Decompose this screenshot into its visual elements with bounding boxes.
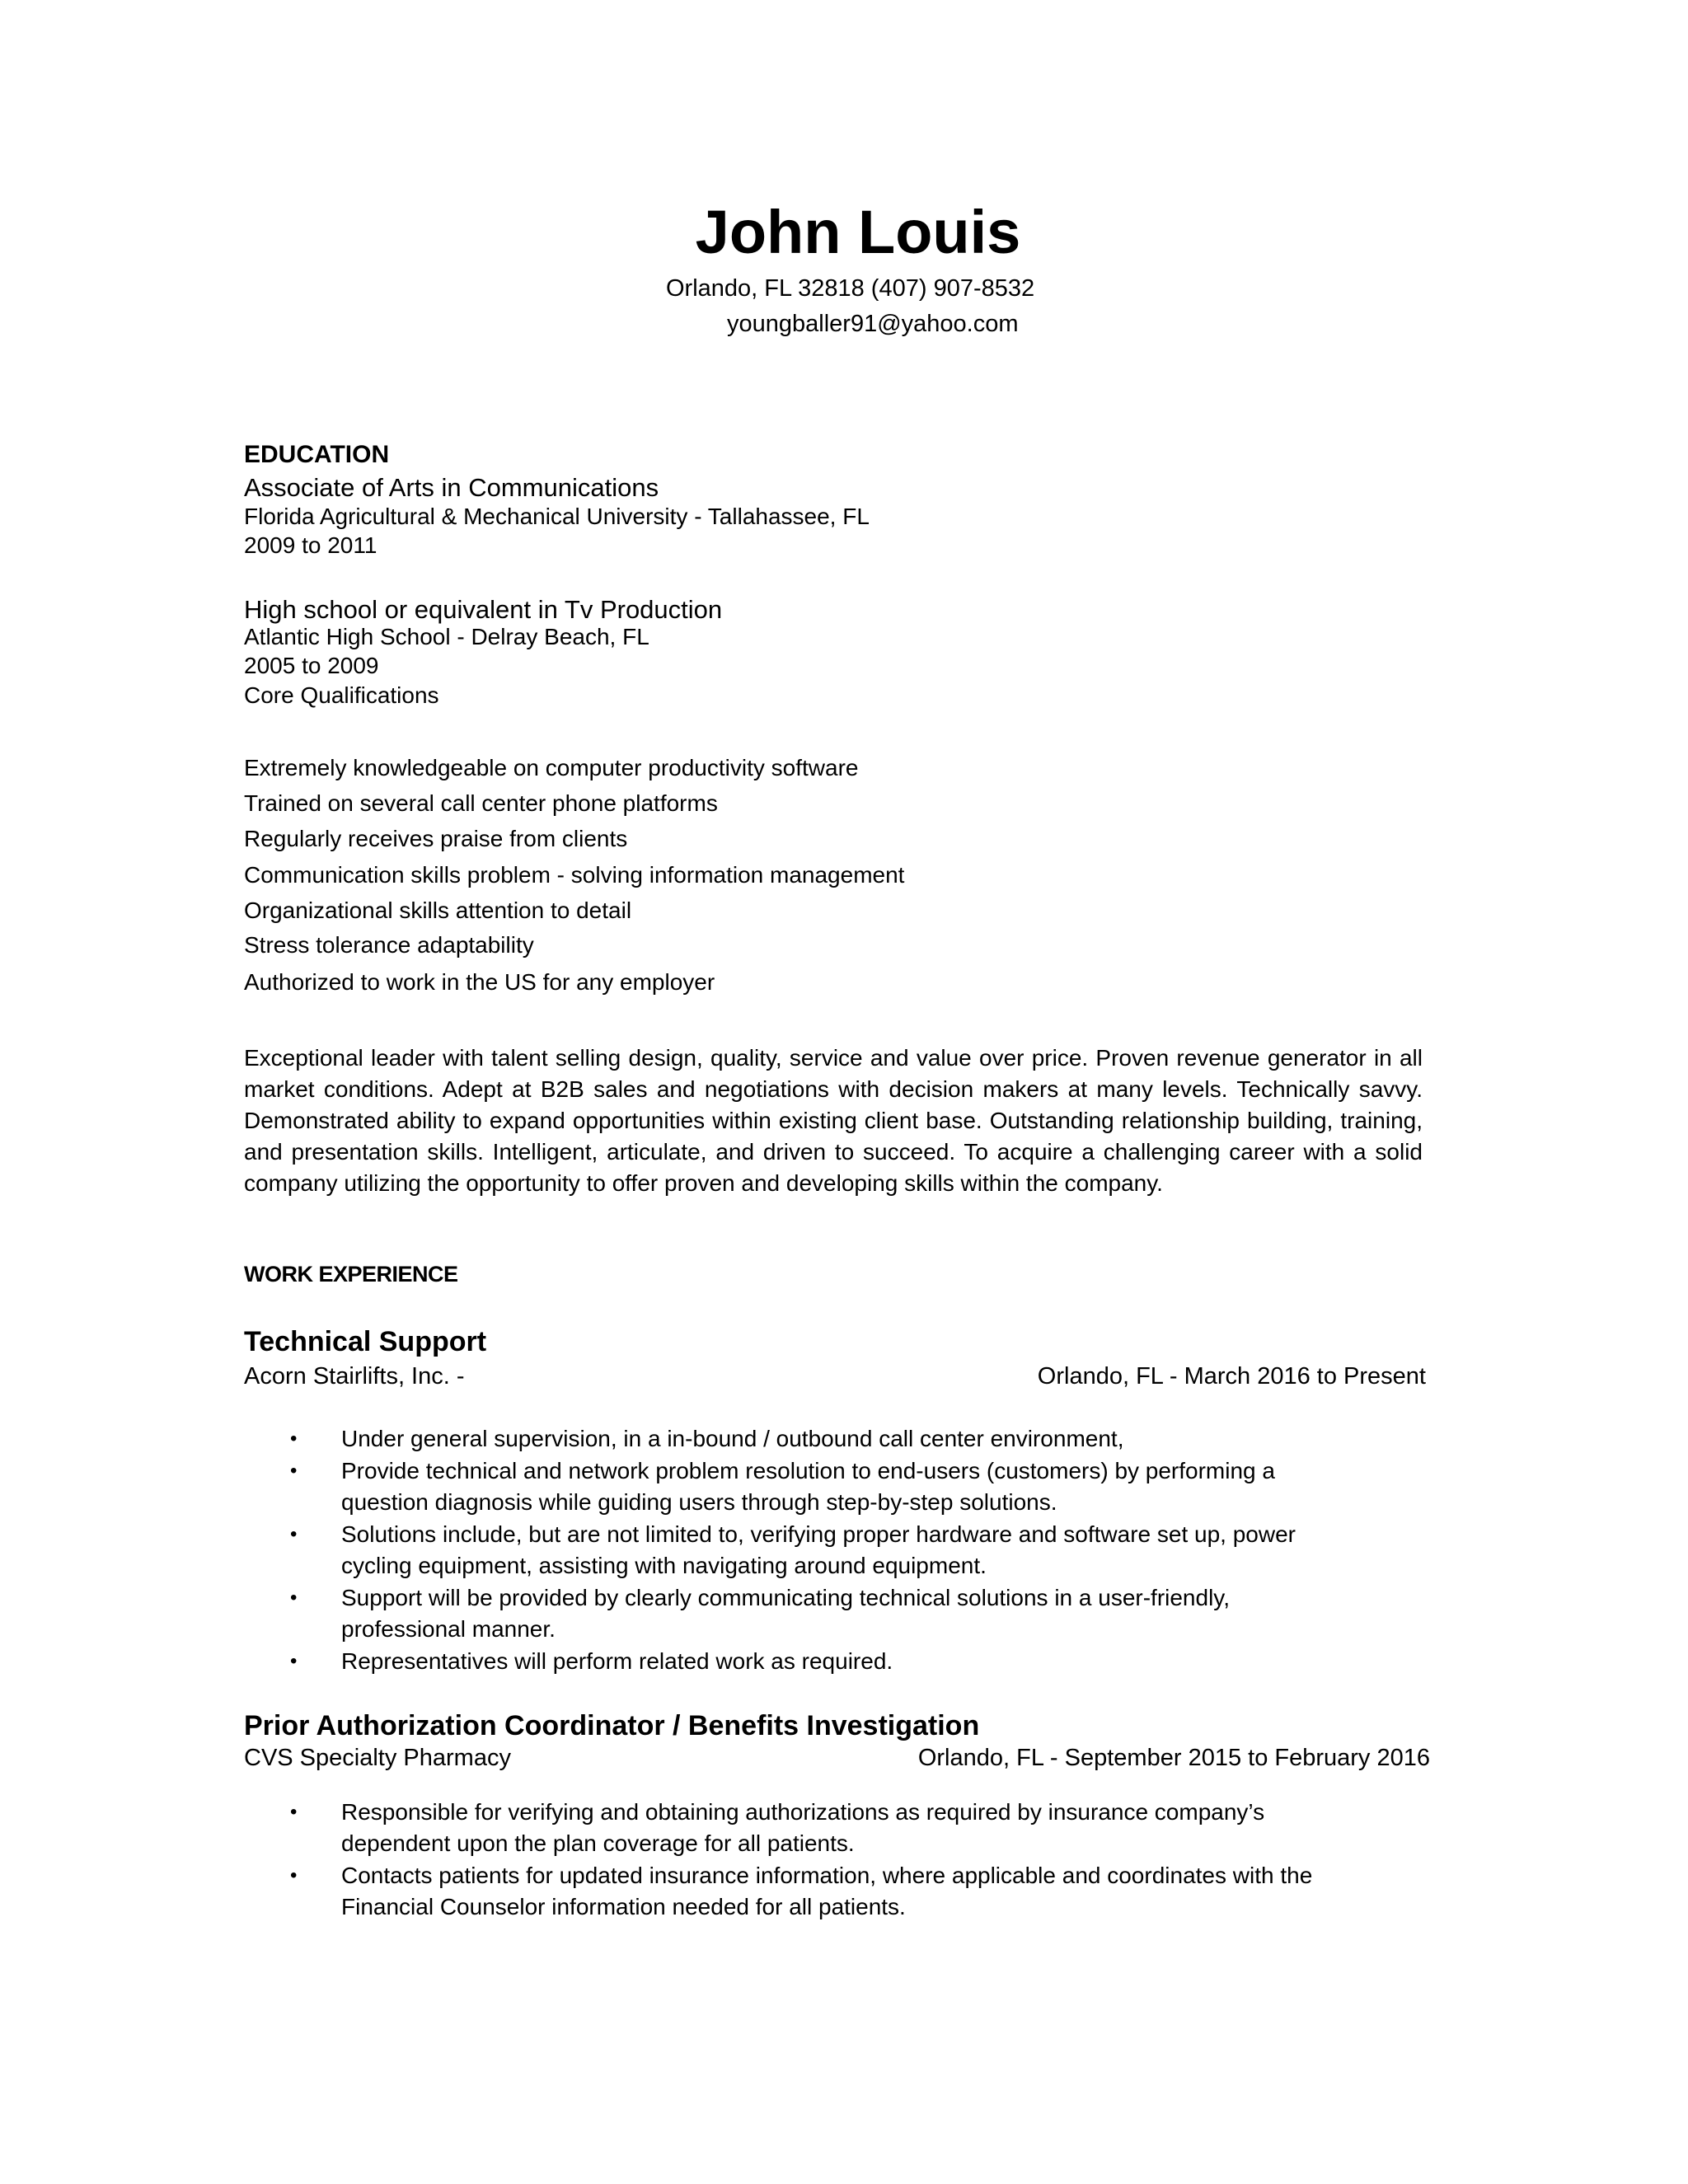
job-location-dates: Orlando, FL - September 2015 to February 2016 [917,1745,1430,1771]
company-name: CVS Specialty Pharmacy [244,1745,511,1771]
bullet-icon: • [290,1427,298,1450]
contact-line: Orlando, FL 32818 (407) 907-8532 [666,275,1035,302]
summary-paragraph: Exceptional leader with talent selling design, quality, service and value over price. Proven revenue generator in all market conditions. Adept at B2B sales and negotiations with decision makers at many levels. Technically savvy. Demonstrated ability to expand opportunities within existing client base. Outstanding relationship building, training, and presentation skills. Intelligent, articulate, and driven to succeed. To acquire a challenging career with a solid company utilizing the opportunity to offer proven and developing skills within the company. [244,1045,1423,1196]
duty-item [244,1455,1332,1518]
job-location-dates: Orlando, FL - March 2016 to Present [1037,1363,1426,1390]
bullet-icon: • [290,1801,298,1823]
core-qualifications-label: Core Qualifications [244,682,439,708]
duty-text: Representatives will perform related work as required. [341,1648,893,1674]
bullet-icon: • [290,1460,298,1482]
degree-title: High school or equivalent in Tv Production [244,595,723,624]
qualification-item: Regularly receives praise from clients [244,826,628,851]
duty-item [244,1423,1332,1455]
duty-item [244,1860,1332,1923]
job-duties-list [244,1797,1332,1924]
school-name: Florida Agricultural & Mechanical University - Tallahassee, FL [244,504,870,529]
work-experience-heading: WORK EXPERIENCE [244,1262,458,1286]
job-duties-list [244,1423,1332,1678]
job-title: Prior Authorization Coordinator / Benefits Investigation [244,1710,980,1741]
education-heading: EDUCATION [244,441,390,468]
company-name: Acorn Stairlifts, Inc. - [244,1363,465,1390]
email-address: youngballer91@yahoo.com [727,311,1019,337]
bullet-icon: • [290,1586,298,1609]
bullet-icon: • [290,1523,298,1545]
applicant-name: John Louis [695,198,1021,266]
education-years: 2009 to 2011 [244,532,377,558]
qualification-item: Extremely knowledgeable on computer productivity software [244,755,859,780]
duty-text: Under general supervision, in a in-bound / outbound call center environment, [341,1426,1124,1451]
bullet-icon: • [290,1650,298,1672]
qualification-item: Trained on several call center phone platforms [244,790,718,816]
qualification-item: Stress tolerance adaptability [244,932,534,958]
duty-item [244,1582,1332,1645]
school-name: Atlantic High School - Delray Beach, FL [244,624,649,649]
duty-text: Contacts patients for updated insurance information, where applicable and coordinates with the Financial Counselor information needed for all patients. [341,1863,1313,1919]
job-title: Technical Support [244,1326,487,1357]
duty-text: Provide technical and network problem resolution to end-users (customers) by performing a question diagnosis while guiding users through step-by-step solutions. [341,1458,1275,1515]
qualification-item: Authorized to work in the US for any employer [244,969,715,995]
bullet-icon: • [290,1864,298,1886]
education-years: 2005 to 2009 [244,653,379,678]
degree-title: Associate of Arts in Communications [244,473,659,502]
duty-item [244,1797,1332,1859]
duty-text: Responsible for verifying and obtaining authorizations as required by insurance company’s dependent upon the plan coverage for all patients. [341,1799,1265,1856]
duty-text: Support will be provided by clearly communicating technical solutions in a user-friendly, professional manner. [341,1585,1230,1642]
qualification-item: Organizational skills attention to detail [244,898,632,923]
duty-item [244,1519,1332,1582]
qualification-item: Communication skills problem - solving information management [244,862,905,888]
duty-text: Solutions include, but are not limited to, verifying proper hardware and software set up, power cycling equipment, assisting with navigating around equipment. [341,1521,1296,1578]
duty-item [244,1646,1332,1677]
